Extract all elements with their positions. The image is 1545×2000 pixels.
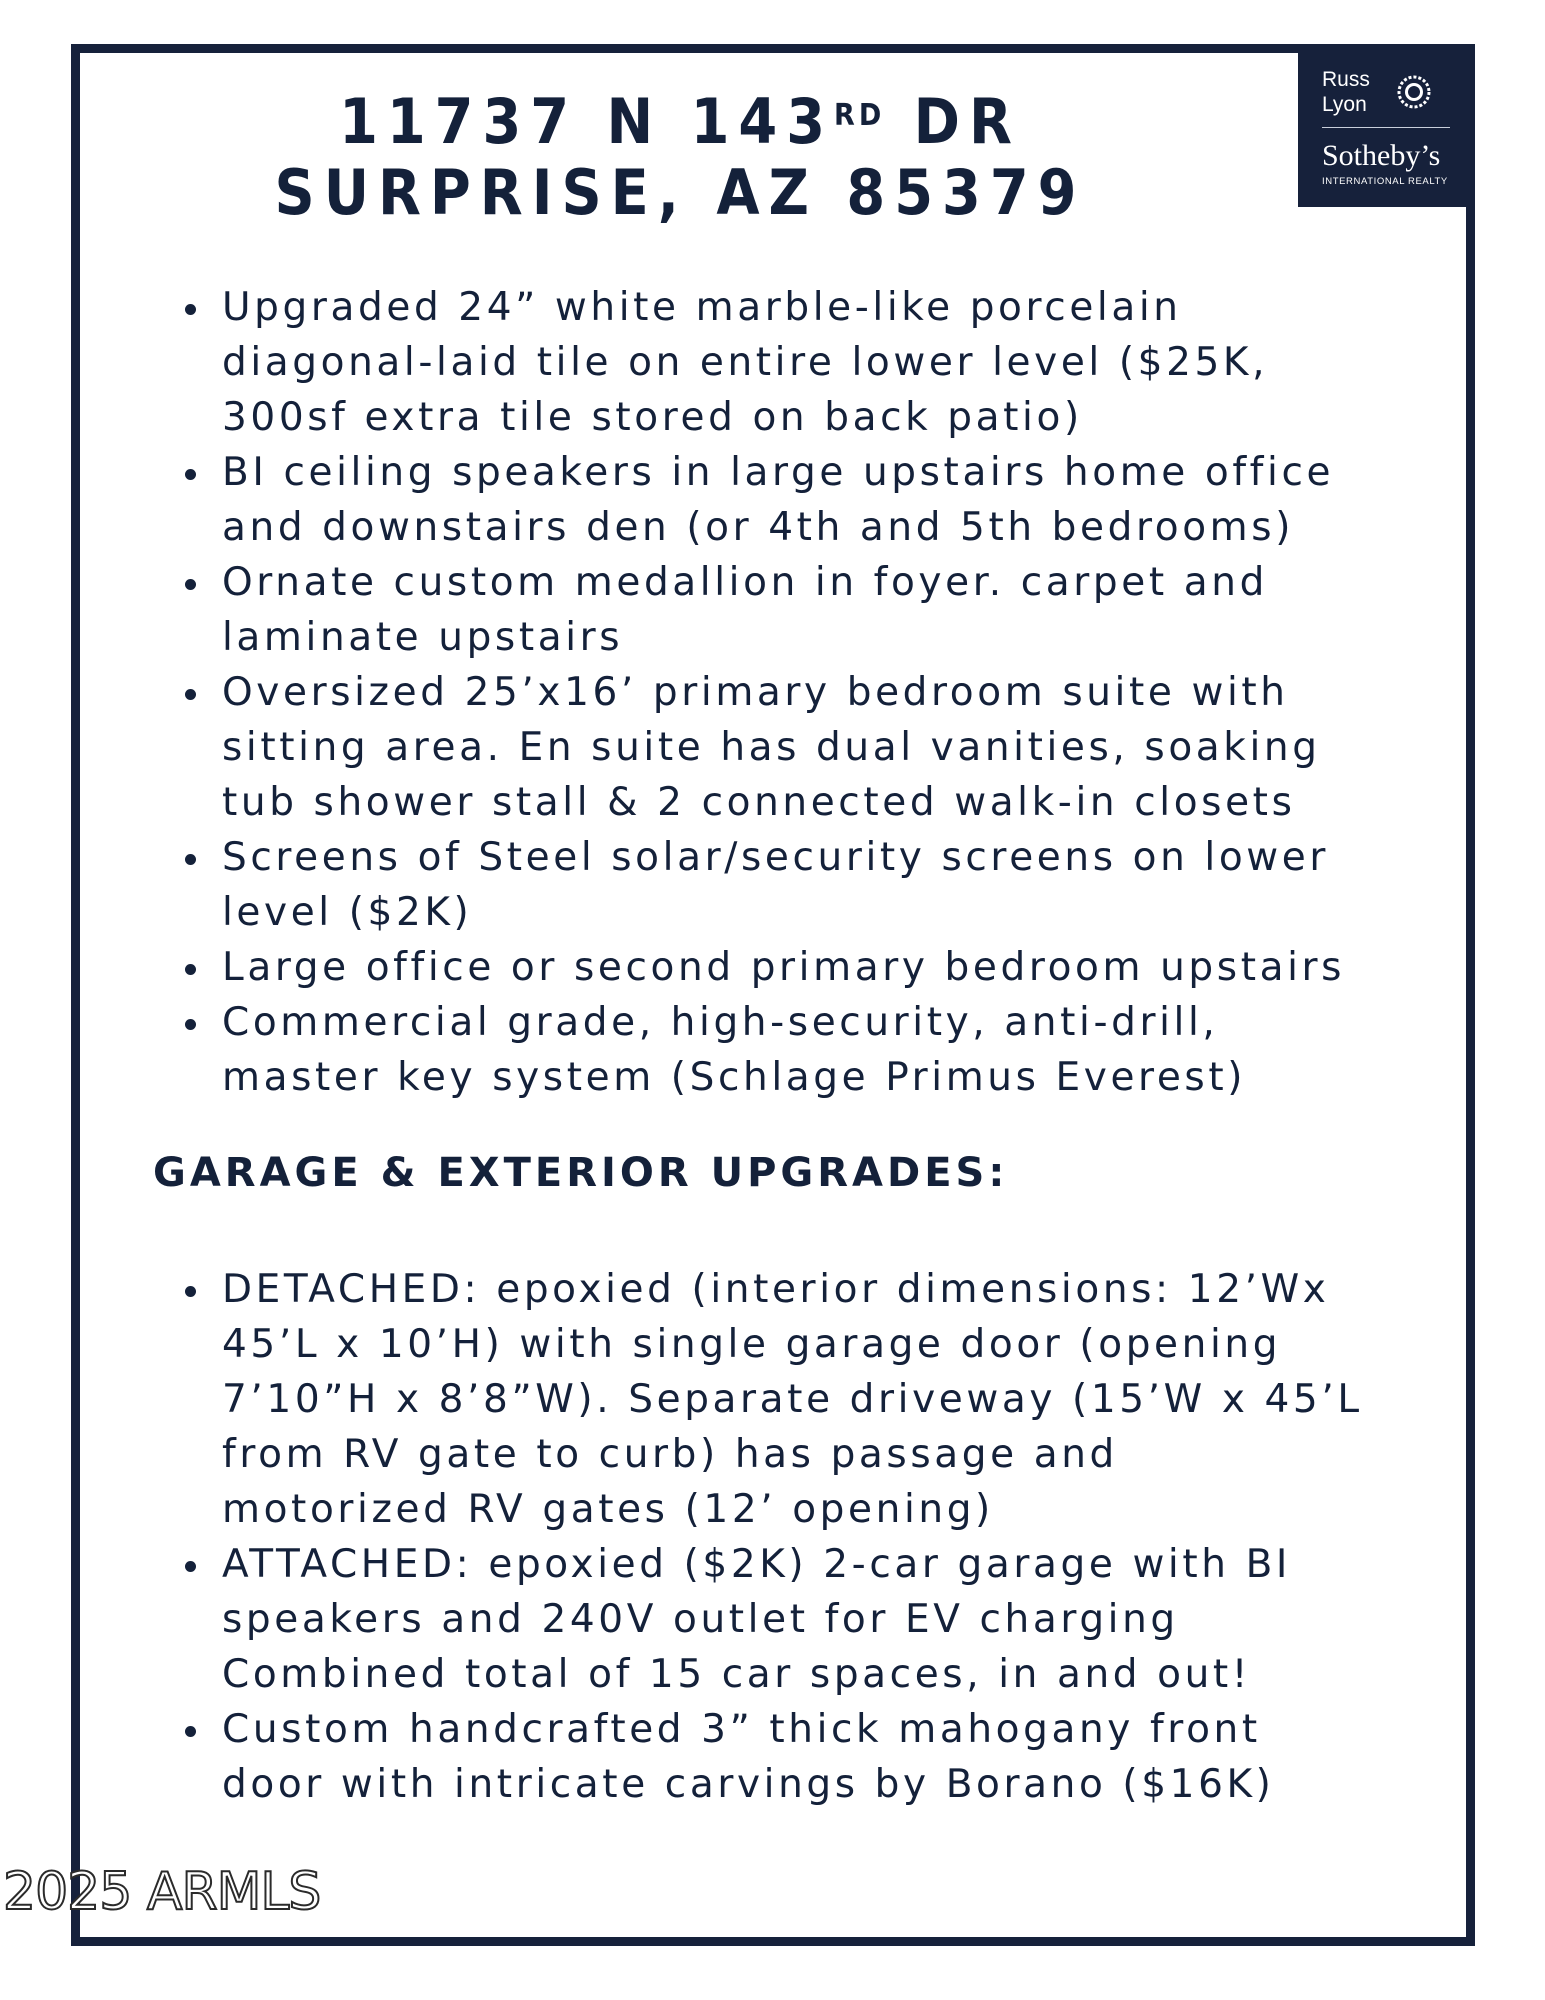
list-item: DETACHED: epoxied (interior dimensions: 12’Wx 45’L x 10’H) with single garage door (opening 7’10”H x 8’8”W). Separate driveway (15’W x 45’L from RV gate to curb) has passage and motorized RV gates (12’ opening) — [182, 1262, 1482, 1537]
copyright-watermark: 2025 ARMLS — [3, 1862, 321, 1922]
logo-line1: Russ — [1322, 68, 1370, 91]
list-item: ATTACHED: epoxied ($2K) 2-car garage with BI speakers and 240V outlet for EV charging Combined total of 15 car spaces, in and out! — [182, 1537, 1482, 1702]
brokerage-logo — [1298, 49, 1474, 207]
logo-name — [1322, 67, 1370, 117]
list-item: Large office or second primary bedroom upstairs — [182, 940, 1482, 995]
list-item: Ornate custom medallion in foyer. carpet and laminate upstairs — [182, 555, 1482, 665]
list-item: Screens of Steel solar/security screens on lower level ($2K) — [182, 830, 1482, 940]
logo-tagline: INTERNATIONAL REALTY — [1322, 176, 1448, 187]
address-line2: SURPRISE, AZ 85379 — [274, 156, 1086, 229]
address-ordinal: RD — [834, 98, 886, 133]
seal-icon — [1396, 74, 1432, 110]
garage-features-list — [182, 1262, 1482, 1812]
address-line1 — [180, 86, 1180, 158]
interior-features-list — [182, 280, 1482, 1105]
list-item: Commercial grade, high-security, anti-drill, master key system (Schlage Primus Everest) — [182, 995, 1482, 1105]
section-heading: GARAGE & EXTERIOR UPGRADES: — [153, 1150, 1009, 1196]
logo-brand: Sotheby’s — [1322, 139, 1441, 172]
logo-divider — [1322, 127, 1450, 128]
list-item: Custom handcrafted 3” thick mahogany front door with intricate carvings by Borano ($16K) — [182, 1702, 1482, 1812]
logo-line2: Lyon — [1322, 93, 1367, 116]
address-suffix: DR — [885, 85, 1021, 158]
list-item: BI ceiling speakers in large upstairs home office and downstairs den (or 4th and 5th bedrooms) — [182, 445, 1482, 555]
list-item: Oversized 25’x16’ primary bedroom suite with sitting area. En suite has dual vanities, soaking tub shower stall & 2 connected walk-in closets — [182, 665, 1482, 830]
address-street: 11737 N 143 — [339, 85, 835, 158]
list-item: Upgraded 24” white marble-like porcelain diagonal-laid tile on entire lower level ($25K, 300sf extra tile stored on back patio) — [182, 280, 1482, 445]
